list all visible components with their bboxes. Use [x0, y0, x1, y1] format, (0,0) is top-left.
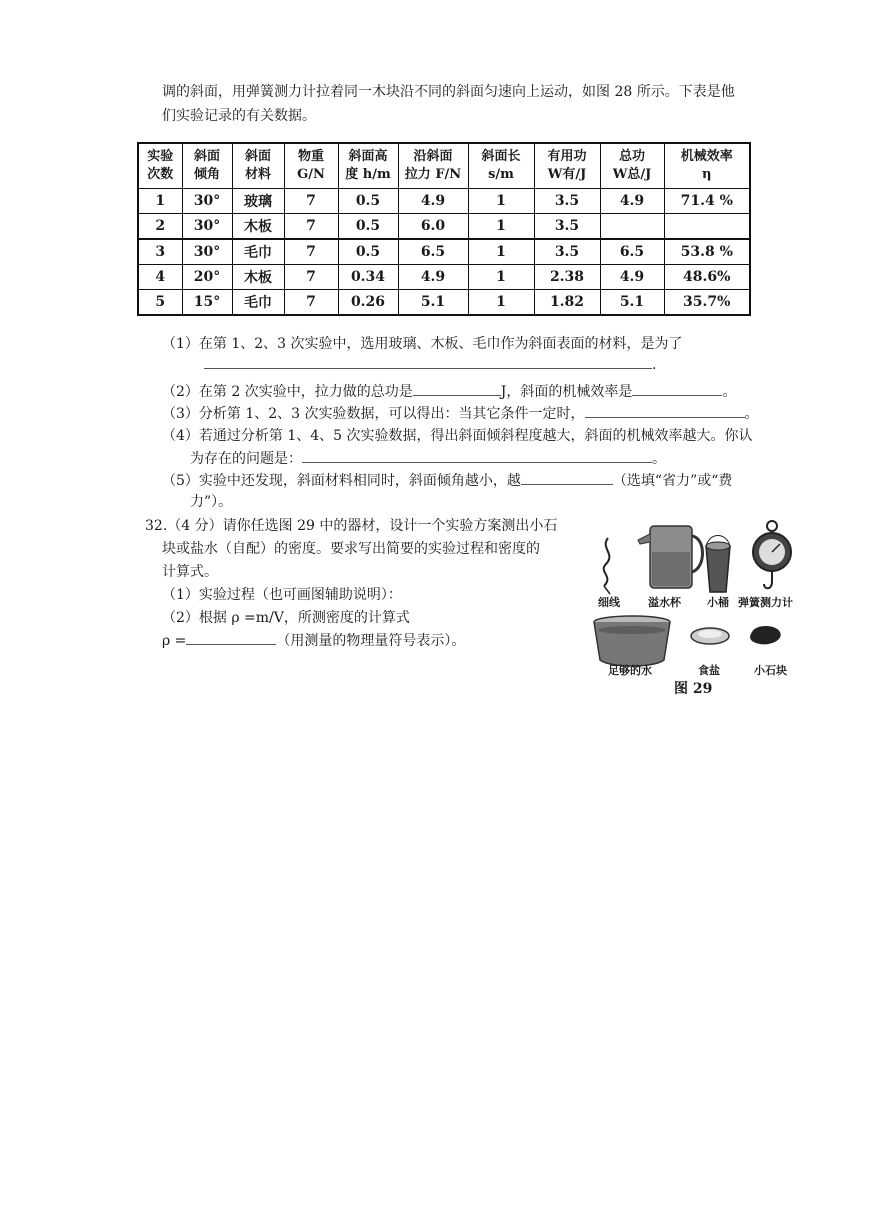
column-header-line: 斜面高: [348, 149, 388, 164]
overflow-cup-icon: [638, 526, 703, 588]
table-cell: 4.9: [398, 265, 468, 290]
q32-line-1: 32.（4 分）请你任选图 29 中的器材，设计一个实验方案测出小石: [145, 518, 558, 534]
table-row: [138, 239, 750, 265]
table-cell: 35.7%: [664, 290, 750, 316]
table-cell: 1: [468, 265, 534, 290]
question-1-text: （1）在第 1、2、3 次实验中，选用玻璃、木板、毛巾作为斜面表面的材料，是为了: [162, 336, 683, 352]
column-header-line: 机械效率: [680, 149, 733, 164]
table-cell: [600, 214, 664, 240]
q32-step-1: （1）实验过程（也可画图辅助说明）：: [162, 587, 402, 603]
table-cell: 1: [468, 214, 534, 240]
label-salt: 食盐: [698, 664, 720, 677]
table-cell: 7: [284, 214, 338, 240]
label-spring-scale: 弹簧测力计: [738, 596, 793, 609]
table-cell: 6.5: [600, 239, 664, 265]
column-header-line: 斜面: [193, 149, 220, 164]
question-3-text: （3）分析第 1、2、3 次实验数据，可以得出：当其它条件一定时，: [162, 406, 585, 422]
column-header-line: 有用功: [547, 149, 587, 164]
label-small-bucket: 小桶: [707, 596, 729, 609]
question-5-text-c: 力”）。: [190, 494, 233, 510]
table-row: [138, 265, 750, 290]
column-header-line: 实验: [147, 149, 174, 164]
table-cell: 1: [468, 189, 534, 214]
label-overflow-cup: 溢水杯: [648, 596, 681, 609]
column-header: [338, 143, 398, 189]
table-cell: 4.9: [600, 189, 664, 214]
table-cell: 5.1: [600, 290, 664, 316]
question-2-blank-total-work[interactable]: [413, 381, 501, 396]
small-bucket-icon: [706, 536, 730, 593]
table-cell: 30°: [182, 189, 232, 214]
q32-line-2: 块或盐水（自配）的密度。要求写出简要的实验过程和密度的: [162, 541, 540, 557]
column-header-line: 材料: [244, 167, 271, 182]
table-cell: 30°: [182, 214, 232, 240]
table-cell: [664, 214, 750, 240]
table-cell: 木板: [232, 265, 284, 290]
question-2-text-a: （2）在第 2 次实验中，拉力做的总功是: [162, 384, 413, 400]
column-header-line: 斜面长: [481, 149, 521, 164]
column-header: [284, 143, 338, 189]
table-cell: 4.9: [398, 189, 468, 214]
table-cell: 毛巾: [232, 290, 284, 316]
column-header: [664, 143, 750, 189]
intro-line-2: 们实验记录的有关数据。: [162, 108, 316, 124]
column-header-line: 沿斜面: [413, 149, 453, 164]
figure-29-apparatus: [590, 512, 804, 702]
salt-icon: [691, 628, 729, 644]
column-header-line: 次数: [147, 167, 174, 182]
water-basin-icon: [594, 616, 670, 666]
column-header-line: 物重: [297, 149, 324, 164]
question-4-text-b: 为存在的问题是：: [190, 451, 302, 467]
density-formula-blank[interactable]: [186, 630, 276, 645]
column-header-line: 斜面: [244, 149, 271, 164]
table-cell: 71.4 %: [664, 189, 750, 214]
question-1-end: .: [652, 357, 657, 373]
column-header: [468, 143, 534, 189]
stone-icon: [750, 626, 781, 644]
table-cell: 3: [138, 239, 182, 265]
question-2: [162, 381, 736, 402]
column-header-line: G/N: [297, 167, 325, 182]
table-cell: 0.34: [338, 265, 398, 290]
table-cell: 4.9: [600, 265, 664, 290]
column-header: [138, 143, 182, 189]
label-string: 细线: [598, 596, 620, 609]
q32-line-3: 计算式。: [162, 564, 218, 580]
column-header-line: W总/J: [612, 167, 652, 182]
table-row: [138, 214, 750, 240]
table-cell: 玻璃: [232, 189, 284, 214]
table-cell: 1: [468, 239, 534, 265]
column-header: [232, 143, 284, 189]
table-cell: 1: [468, 290, 534, 316]
column-header-line: η: [702, 167, 712, 182]
column-header: [182, 143, 232, 189]
table-cell: 3.5: [534, 239, 600, 265]
table-cell: 0.26: [338, 290, 398, 316]
question-4: [190, 448, 666, 469]
question-5-text-a: （5）实验中还发现，斜面材料相同时，斜面倾角越小，越: [162, 473, 521, 489]
figure-caption: 图 29: [674, 681, 713, 697]
intro-line-1: 调的斜面，用弹簧测力计拉着同一木块沿不同的斜面匀速向上运动，如图 28 所示。下表是他: [162, 84, 735, 100]
table-cell: 木板: [232, 214, 284, 240]
column-header: [534, 143, 600, 189]
question-2-text-b: J，斜面的机械效率是: [500, 384, 633, 400]
column-header-line: s/m: [488, 167, 514, 182]
label-stone: 小石块: [754, 664, 787, 677]
label-water: 足够的水: [608, 664, 652, 677]
column-header-line: 拉力 F/N: [404, 167, 462, 182]
table-cell: 4: [138, 265, 182, 290]
table-cell: 15°: [182, 290, 232, 316]
table-header-row: [138, 143, 750, 189]
density-symbol: ρ =: [162, 633, 187, 649]
column-header-line: 总功: [618, 149, 645, 164]
question-5: [162, 470, 732, 491]
table-cell: 30°: [182, 239, 232, 265]
question-3-blank[interactable]: [585, 403, 745, 418]
table-cell: 1: [138, 189, 182, 214]
table-cell: 2: [138, 214, 182, 240]
question-5-blank[interactable]: [521, 470, 613, 485]
table-cell: 7: [284, 265, 338, 290]
column-header-line: 度 h/m: [345, 167, 391, 182]
table-row: [138, 290, 750, 316]
column-header-line: W有/J: [547, 167, 587, 182]
table-cell: 1.82: [534, 290, 600, 316]
question-4-text-a: （4）若通过分析第 1、4、5 次实验数据，得出斜面倾斜程度越大，斜面的机械效率越大。你认: [162, 428, 753, 444]
table-cell: 53.8 %: [664, 239, 750, 265]
table-cell: 48.6%: [664, 265, 750, 290]
q32-formula-note: （用测量的物理量符号表示）。: [276, 633, 466, 649]
table-cell: 毛巾: [232, 239, 284, 265]
column-header-line: 倾角: [193, 167, 220, 182]
table-cell: 6.5: [398, 239, 468, 265]
table-cell: 0.5: [338, 189, 398, 214]
question-4-end: 。: [652, 451, 666, 467]
experiment-data-table: [137, 142, 751, 316]
table-cell: 2.38: [534, 265, 600, 290]
table-cell: 0.5: [338, 214, 398, 240]
table-cell: 7: [284, 239, 338, 265]
table-cell: 20°: [182, 265, 232, 290]
table-body: [138, 189, 750, 316]
question-5-text-b: （选填“省力”或“费: [612, 473, 733, 489]
table-cell: 5: [138, 290, 182, 316]
table-cell: 7: [284, 290, 338, 316]
table-row: [138, 189, 750, 214]
question-4-blank[interactable]: [302, 448, 652, 463]
q32-step-2: （2）根据 ρ =m/V，所测密度的计算式: [162, 610, 410, 626]
spring-scale-icon: [753, 521, 791, 588]
question-2-end: 。: [722, 384, 737, 400]
question-1-blank[interactable]: [204, 354, 652, 369]
question-2-blank-efficiency[interactable]: [632, 381, 722, 396]
table-cell: 3.5: [534, 189, 600, 214]
table-cell: 0.5: [338, 239, 398, 265]
q32-formula: [162, 630, 465, 651]
table-cell: 6.0: [398, 214, 468, 240]
table-cell: 7: [284, 189, 338, 214]
string-icon: [604, 538, 610, 594]
question-3-end: 。: [744, 406, 759, 422]
table-cell: 3.5: [534, 214, 600, 240]
column-header: [600, 143, 664, 189]
table-cell: 5.1: [398, 290, 468, 316]
question-1-answer-line: [204, 354, 656, 375]
question-3: [162, 403, 759, 424]
column-header: [398, 143, 468, 189]
